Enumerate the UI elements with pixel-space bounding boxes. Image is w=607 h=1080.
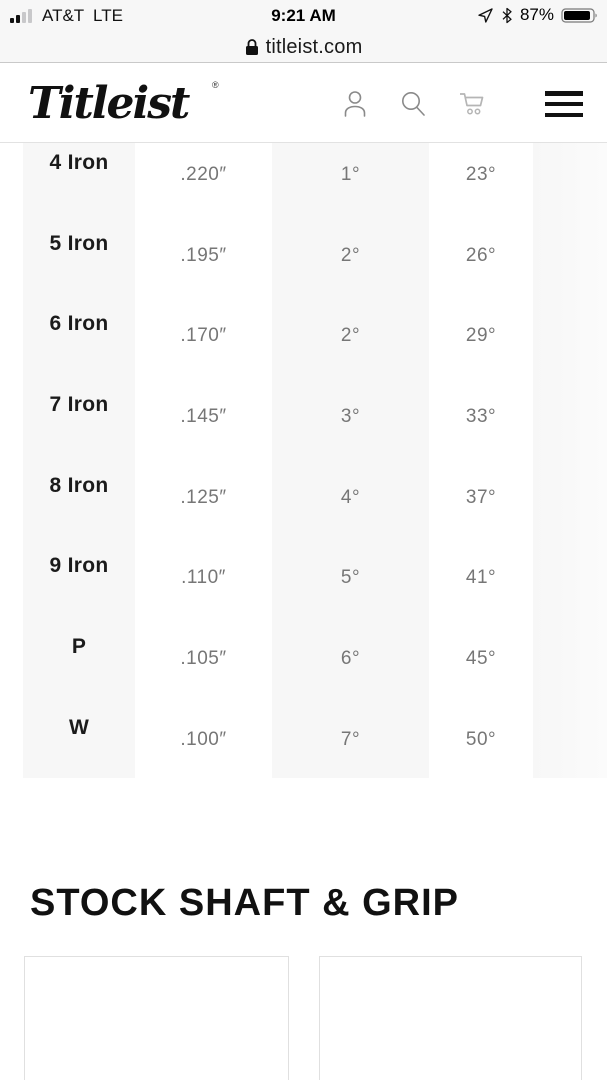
value-cell [429,304,533,385]
value-text: 45° [465,648,497,670]
value-text: 1° [340,164,361,185]
value-cell [135,708,272,778]
value-cell [272,304,429,385]
value-cell [135,466,272,547]
carrier-label: AT&T [42,6,85,25]
value-text: .170″ [180,325,227,347]
url-domain-label: titleist.com [265,35,363,58]
value-cell [135,304,272,385]
url-bar[interactable] [0,32,607,62]
location-arrow-icon [477,7,494,24]
battery-icon [561,7,599,24]
value-cell [135,385,272,466]
value-cell [429,708,533,778]
value-text: 29° [465,325,497,347]
cutoff-column-cell [533,708,607,778]
value-cell [135,627,272,708]
status-right-cluster [477,5,599,25]
value-cell [429,546,533,627]
cutoff-column-cell [533,466,607,547]
value-text: 50° [465,728,497,750]
header-icon-group [341,64,489,143]
value-text: .195″ [180,244,227,266]
value-text: .125″ [180,486,227,508]
cutoff-column-cell [533,224,607,305]
value-cell [429,466,533,547]
table-row [23,708,607,778]
stock-shaft-card[interactable] [24,956,289,1080]
value-text: .105″ [180,648,227,670]
club-cell: 4 Iron [23,143,135,224]
value-text: 23° [465,164,497,185]
value-text: 33° [465,406,497,428]
search-icon[interactable] [399,89,427,119]
section-title: STOCK SHAFT & GRIP [30,882,459,924]
value-cell [429,224,533,305]
value-text: .110″ [181,567,226,589]
value-text: 3° [340,406,361,428]
battery-percent-label: 87% [519,5,554,24]
value-text: 7° [340,728,361,750]
value-cell [272,385,429,466]
registered-mark: ® [212,80,219,90]
cutoff-column-cell [533,627,607,708]
titleist-logo[interactable] [28,72,228,134]
club-cell: 9 Iron [23,546,135,627]
value-text: .220″ [180,164,227,185]
cutoff-column-cell [533,385,607,466]
value-text: .100″ [180,728,227,750]
value-cell [272,466,429,547]
iron-spec-table[interactable] [23,143,607,778]
club-cell: 7 Iron [23,385,135,466]
table-row [23,627,607,708]
value-cell [429,143,533,224]
value-text: 4° [340,486,361,508]
value-text: 37° [465,486,497,508]
table-row [23,143,607,224]
clock-label: 9:21 AM [271,6,336,25]
table-row [23,224,607,305]
club-cell: W [23,708,135,778]
value-text: 41° [465,567,497,589]
cutoff-column-cell [533,546,607,627]
account-icon[interactable] [341,89,369,119]
club-cell: P [23,627,135,708]
table-row [23,466,607,547]
value-text: 6° [340,648,361,670]
value-cell [135,143,272,224]
value-cell [135,224,272,305]
cart-icon[interactable] [457,89,489,119]
value-text: .145″ [180,406,227,428]
value-cell [135,546,272,627]
table-row [23,304,607,385]
ios-status-bar [0,0,607,63]
value-cell [272,708,429,778]
value-text: 2° [340,325,361,347]
value-cell [429,627,533,708]
club-cell: 8 Iron [23,466,135,547]
club-cell: 6 Iron [23,304,135,385]
cutoff-column-cell [533,304,607,385]
lock-icon [245,38,259,56]
menu-icon[interactable] [545,91,583,117]
value-text: 26° [465,244,497,266]
value-cell [272,627,429,708]
value-text: 2° [340,244,361,266]
club-cell: 5 Iron [23,224,135,305]
value-cell [272,546,429,627]
table-row [23,385,607,466]
value-cell [272,143,429,224]
site-header [0,64,607,143]
svg-text:Titleist: Titleist [28,78,189,129]
cutoff-column-cell [533,143,607,224]
table-row [23,546,607,627]
value-text: 5° [340,567,361,589]
stock-grip-card[interactable] [319,956,582,1080]
network-label: LTE [93,6,123,25]
value-cell [272,224,429,305]
value-cell [429,385,533,466]
bluetooth-icon [501,7,513,24]
status-row [0,0,607,32]
